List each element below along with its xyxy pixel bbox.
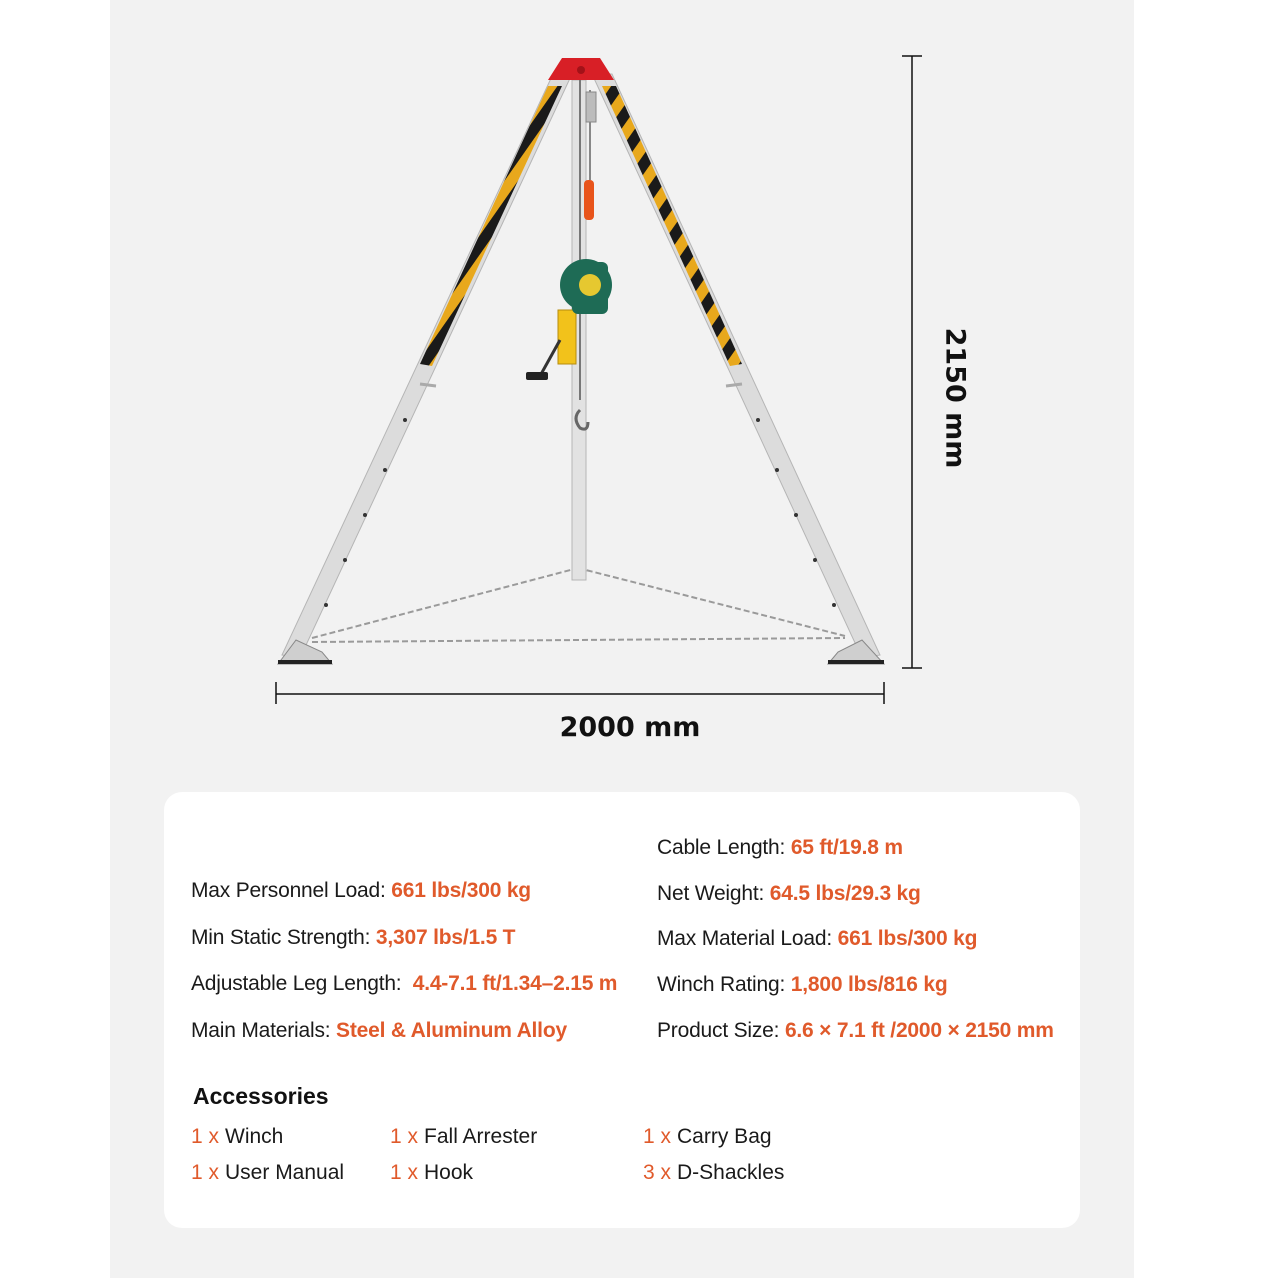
accessories-title: Accessories bbox=[193, 1083, 329, 1109]
spec-cable-length: Cable Length: 65 ft/19.8 m bbox=[657, 836, 903, 859]
right-leg bbox=[592, 74, 880, 658]
left-leg bbox=[282, 74, 572, 658]
spec-min-static-strength: Min Static Strength: 3,307 lbs/1.5 T bbox=[191, 926, 516, 949]
spec-adjustable-leg-length: Adjustable Leg Length: 4.4-7.1 ft/1.34–2.15 m bbox=[191, 972, 618, 995]
accessory-item: 3 x D-Shackles bbox=[643, 1161, 785, 1184]
accessory-item: 1 x Carry Bag bbox=[643, 1125, 772, 1148]
spec-net-weight: Net Weight: 64.5 lbs/29.3 kg bbox=[657, 882, 921, 905]
height-label: 2150 mm bbox=[939, 327, 971, 469]
spec-main-materials: Main Materials: Steel & Aluminum Alloy bbox=[191, 1019, 567, 1042]
accessory-item: 1 x Winch bbox=[191, 1125, 284, 1148]
accessory-item: 1 x Fall Arrester bbox=[390, 1125, 538, 1148]
spec-winch-rating: Winch Rating: 1,800 lbs/816 kg bbox=[657, 973, 948, 996]
spec-max-material-load: Max Material Load: 661 lbs/300 kg bbox=[657, 927, 978, 950]
height-dimension bbox=[902, 56, 922, 668]
winch bbox=[526, 310, 576, 380]
width-dimension bbox=[276, 682, 884, 704]
spec-product-size: Product Size: 6.6 × 7.1 ft /2000 × 2150 mm bbox=[657, 1019, 1054, 1042]
arrester-strap bbox=[584, 180, 594, 220]
fall-arrester bbox=[560, 259, 612, 314]
spec-max-personnel-load: Max Personnel Load: 661 lbs/300 kg bbox=[191, 879, 531, 902]
accessory-item: 1 x Hook bbox=[390, 1161, 474, 1184]
accessory-item: 1 x User Manual bbox=[191, 1161, 345, 1184]
width-label: 2000 mm bbox=[559, 712, 701, 743]
